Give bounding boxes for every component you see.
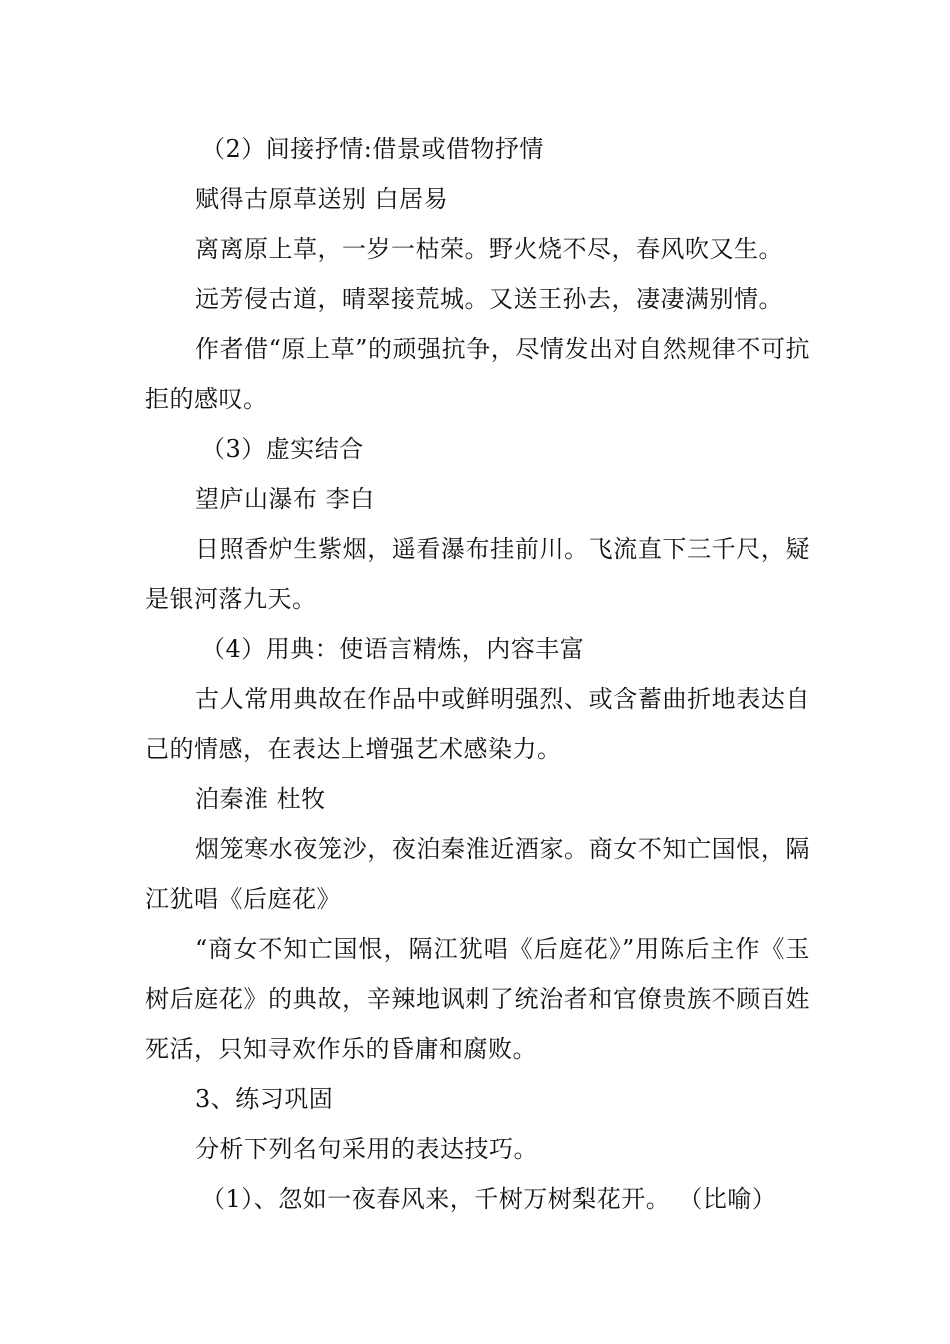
section-heading-practice: 3、练习巩固 <box>195 1085 334 1113</box>
poem-line: 离离原上草，一岁一枯荣。野火烧不尽，春风吹又生。 <box>195 235 783 263</box>
section-heading-indirect-lyricism: （2）间接抒情:借景或借物抒情 <box>201 135 544 163</box>
poem-line: 烟笼寒水夜笼沙，夜泊秦淮近酒家。商女不知亡国恨，隔江犹唱《后庭花》 <box>145 835 810 913</box>
poem-title-author: 望庐山瀑布 李白 <box>195 485 375 513</box>
section-heading-real-virtual: （3）虚实结合 <box>201 435 364 463</box>
document-body <box>145 124 810 1224</box>
analysis-paragraph: “商女不知亡国恨，隔江犹唱《后庭花》”用陈后主作《玉树后庭花》的典故，辛辣地讽刺了统治者和官僚贵族不顾百姓死活，只知寻欢作乐的昏庸和腐败。 <box>145 935 810 1063</box>
poem-line: 远芳侵古道，晴翠接荒城。又送王孙去，凄凄满别情。 <box>195 285 783 313</box>
analysis-paragraph: 古人常用典故在作品中或鲜明强烈、或含蓄曲折地表达自己的情感，在表达上增强艺术感染力。 <box>145 685 810 763</box>
poem-title-author: 赋得古原草送别 白居易 <box>195 185 449 213</box>
poem-title-author: 泊秦淮 杜牧 <box>195 785 326 813</box>
exercise-item: （1）、忽如一夜春风来，千树万树梨花开。 （比喻） <box>201 1185 777 1213</box>
poem-line: 日照香炉生紫烟，遥看瀑布挂前川。飞流直下三千尺，疑是银河落九天。 <box>145 535 810 613</box>
section-heading-allusion: （4）用典：使语言精炼，内容丰富 <box>201 635 585 663</box>
analysis-paragraph: 作者借“原上草”的顽强抗争，尽情发出对自然规律不可抗拒的感叹。 <box>145 335 810 413</box>
exercise-instruction: 分析下列名句采用的表达技巧。 <box>195 1135 538 1163</box>
